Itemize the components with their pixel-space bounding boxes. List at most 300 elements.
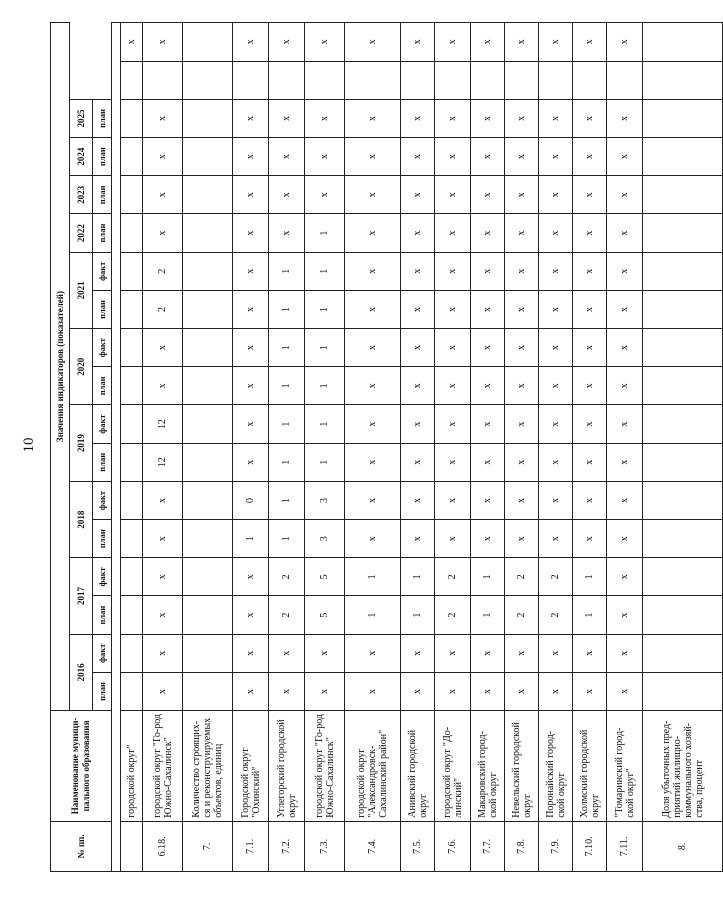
value-cell xyxy=(471,61,505,99)
col-header-name: Наименование муници-пального образования xyxy=(51,711,112,822)
plan-header-2016: план xyxy=(93,672,112,710)
value-cell: x xyxy=(539,290,573,328)
value-cell xyxy=(183,61,233,99)
value-cell xyxy=(183,558,233,596)
municipality-name: городской округ "Го-род Южно-Сахалинск" xyxy=(305,711,345,822)
value-cell xyxy=(183,443,233,481)
municipality-name: городской округ" xyxy=(121,711,143,822)
fact-header-2017: факт xyxy=(93,558,112,596)
row-number: 6.18. xyxy=(143,821,183,871)
table-row xyxy=(305,23,345,872)
indicators-table xyxy=(50,22,723,872)
value-cell xyxy=(121,481,143,519)
value-cell: x xyxy=(401,176,435,214)
table-row xyxy=(573,23,607,872)
value-cell: x xyxy=(143,23,183,62)
rotated-page xyxy=(50,22,705,872)
value-cell xyxy=(121,672,143,710)
value-cell: x xyxy=(401,405,435,443)
value-cell: x xyxy=(471,176,505,214)
value-cell: x xyxy=(471,214,505,252)
value-cell xyxy=(121,367,143,405)
value-cell: x xyxy=(607,405,643,443)
value-cell xyxy=(121,520,143,558)
value-cell: x xyxy=(505,405,539,443)
value-cell: x xyxy=(505,481,539,519)
year-header-2023: 2023 xyxy=(70,176,93,214)
table-row xyxy=(269,23,305,872)
value-cell xyxy=(643,634,723,672)
value-cell: x xyxy=(607,176,643,214)
year-header-2021: 2021 xyxy=(70,252,93,328)
value-cell: x xyxy=(539,405,573,443)
value-cell: x xyxy=(435,405,471,443)
value-cell: x xyxy=(269,23,305,62)
value-cell xyxy=(121,214,143,252)
value-cell: x xyxy=(305,138,345,176)
table-row xyxy=(435,23,471,872)
value-cell xyxy=(183,329,233,367)
value-cell: x xyxy=(345,138,401,176)
value-cell: x xyxy=(607,138,643,176)
value-cell xyxy=(183,367,233,405)
value-cell: x xyxy=(269,99,305,137)
value-cell: x xyxy=(573,520,607,558)
indicators-table-sheet xyxy=(50,22,705,872)
value-cell xyxy=(643,290,723,328)
fact-header-2021: факт xyxy=(93,252,112,290)
plan-header-2017: план xyxy=(93,596,112,634)
row-number: 7.1. xyxy=(233,821,269,871)
value-cell xyxy=(121,176,143,214)
value-cell: x xyxy=(505,138,539,176)
value-cell: 1 xyxy=(345,596,401,634)
value-cell: x xyxy=(505,634,539,672)
value-cell xyxy=(643,138,723,176)
header-gap-row xyxy=(112,23,121,872)
value-cell: x xyxy=(505,672,539,710)
value-cell: x xyxy=(505,329,539,367)
municipality-name: городской округ "До-линский" xyxy=(435,711,471,822)
row-number: 7.7. xyxy=(471,821,505,871)
value-cell: x xyxy=(345,520,401,558)
value-cell xyxy=(643,672,723,710)
value-cell: 12 xyxy=(143,405,183,443)
value-cell: x xyxy=(607,214,643,252)
plan-header-2025: план xyxy=(93,99,112,137)
value-cell: x xyxy=(435,443,471,481)
value-cell: x xyxy=(471,367,505,405)
value-cell: 2 xyxy=(435,596,471,634)
table-row xyxy=(183,23,233,872)
value-cell: 1 xyxy=(401,558,435,596)
value-cell xyxy=(305,61,345,99)
value-cell xyxy=(607,61,643,99)
table-row xyxy=(539,23,573,872)
value-cell: x xyxy=(471,443,505,481)
fact-header-2016: факт xyxy=(93,634,112,672)
value-cell: 2 xyxy=(539,596,573,634)
value-cell xyxy=(121,405,143,443)
value-cell: x xyxy=(539,214,573,252)
value-cell: x xyxy=(233,252,269,290)
value-cell xyxy=(121,443,143,481)
value-cell: x xyxy=(143,520,183,558)
value-cell: x xyxy=(573,672,607,710)
value-cell: x xyxy=(539,23,573,62)
value-cell: x xyxy=(401,214,435,252)
table-row xyxy=(233,23,269,872)
value-cell: x xyxy=(573,443,607,481)
value-cell: x xyxy=(607,329,643,367)
value-cell: x xyxy=(435,176,471,214)
table-body xyxy=(112,23,723,872)
value-cell: x xyxy=(305,99,345,137)
value-cell: x xyxy=(435,99,471,137)
value-cell xyxy=(121,252,143,290)
year-header-2018: 2018 xyxy=(70,481,93,557)
value-cell: x xyxy=(505,367,539,405)
plan-header-2019: план xyxy=(93,443,112,481)
fact-header-2018: факт xyxy=(93,481,112,519)
value-cell: 1 xyxy=(269,405,305,443)
value-cell xyxy=(643,23,723,62)
value-cell xyxy=(643,252,723,290)
value-cell: x xyxy=(345,99,401,137)
value-cell xyxy=(121,138,143,176)
value-cell: x xyxy=(233,443,269,481)
value-cell: x xyxy=(401,138,435,176)
value-cell: x xyxy=(401,672,435,710)
value-cell xyxy=(183,23,233,62)
row-number: 7.11. xyxy=(607,821,643,871)
table-row xyxy=(505,23,539,872)
value-cell: 2 xyxy=(539,558,573,596)
value-cell: x xyxy=(435,252,471,290)
page-number: 10 xyxy=(21,437,37,453)
value-cell: x xyxy=(233,176,269,214)
value-cell: x xyxy=(573,23,607,62)
value-cell: x xyxy=(471,290,505,328)
year-header-2022: 2022 xyxy=(70,214,93,252)
value-cell: 1 xyxy=(269,329,305,367)
value-cell: x xyxy=(305,672,345,710)
row-number xyxy=(121,821,143,871)
value-cell: 1 xyxy=(269,520,305,558)
value-cell: x xyxy=(143,214,183,252)
value-cell xyxy=(143,61,183,99)
value-cell xyxy=(643,405,723,443)
plan-header-2021: план xyxy=(93,290,112,328)
row-number: 7. xyxy=(183,821,233,871)
value-cell: x xyxy=(143,634,183,672)
plan-header-2020: план xyxy=(93,367,112,405)
value-cell xyxy=(183,252,233,290)
fact-header-2020: факт xyxy=(93,329,112,367)
municipality-name: Холмский городской округ xyxy=(573,711,607,822)
value-cell xyxy=(183,176,233,214)
value-cell xyxy=(183,481,233,519)
value-cell xyxy=(121,329,143,367)
row-number: 7.4. xyxy=(345,821,401,871)
value-cell: x xyxy=(435,23,471,62)
value-cell: 1 xyxy=(305,290,345,328)
value-cell xyxy=(643,176,723,214)
table-row xyxy=(607,23,643,872)
value-cell: 1 xyxy=(269,481,305,519)
value-cell: 1 xyxy=(401,596,435,634)
table-row xyxy=(401,23,435,872)
value-cell xyxy=(121,290,143,328)
value-cell: x xyxy=(233,290,269,328)
value-cell: x xyxy=(233,405,269,443)
value-cell: 2 xyxy=(269,558,305,596)
value-cell: x xyxy=(143,367,183,405)
value-cell: x xyxy=(345,634,401,672)
row-number: 7.9. xyxy=(539,821,573,871)
value-cell: x xyxy=(143,99,183,137)
year-header-2025: 2025 xyxy=(70,99,93,137)
value-cell: x xyxy=(471,405,505,443)
value-cell: x xyxy=(233,214,269,252)
value-cell: x xyxy=(539,252,573,290)
value-cell: 1 xyxy=(269,367,305,405)
value-cell: x xyxy=(143,176,183,214)
value-cell: x xyxy=(573,214,607,252)
value-cell: x xyxy=(471,672,505,710)
value-cell: 0 xyxy=(233,481,269,519)
table-row xyxy=(121,23,143,872)
value-cell: x xyxy=(573,367,607,405)
value-cell: x xyxy=(305,176,345,214)
value-cell: x xyxy=(539,520,573,558)
value-cell: x xyxy=(573,176,607,214)
value-cell xyxy=(183,99,233,137)
value-cell: x xyxy=(269,214,305,252)
row-number: 7.3. xyxy=(305,821,345,871)
value-cell: x xyxy=(233,672,269,710)
value-cell: x xyxy=(401,99,435,137)
value-cell: x xyxy=(269,138,305,176)
table-row xyxy=(643,23,723,872)
value-cell: x xyxy=(435,214,471,252)
value-cell: x xyxy=(573,405,607,443)
value-cell xyxy=(643,329,723,367)
value-cell: x xyxy=(539,367,573,405)
value-cell xyxy=(539,61,573,99)
value-cell: x xyxy=(305,634,345,672)
value-cell: x xyxy=(505,290,539,328)
value-cell: x xyxy=(573,329,607,367)
value-cell: x xyxy=(345,672,401,710)
header-row-top xyxy=(51,23,70,872)
value-cell: x xyxy=(345,214,401,252)
value-cell: x xyxy=(539,634,573,672)
table-row xyxy=(471,23,505,872)
value-cell: x xyxy=(233,367,269,405)
value-cell: 1 xyxy=(269,443,305,481)
table-row xyxy=(345,23,401,872)
row-number: 7.5. xyxy=(401,821,435,871)
value-cell: x xyxy=(607,520,643,558)
municipality-name: Углегорский городской округ xyxy=(269,711,305,822)
value-cell: 1 xyxy=(269,290,305,328)
value-cell: x xyxy=(471,634,505,672)
value-cell: x xyxy=(573,252,607,290)
value-cell: x xyxy=(607,23,643,62)
value-cell: x xyxy=(233,329,269,367)
value-cell xyxy=(643,99,723,137)
row-number: 7.2. xyxy=(269,821,305,871)
value-cell: x xyxy=(121,23,143,62)
value-cell xyxy=(345,61,401,99)
value-cell: x xyxy=(505,23,539,62)
municipality-name: городской округ "Го-род Южно-Сахалинск" xyxy=(143,711,183,822)
value-cell: x xyxy=(401,520,435,558)
value-cell xyxy=(643,558,723,596)
year-header-2016: 2016 xyxy=(70,634,93,710)
value-cell: x xyxy=(345,252,401,290)
value-cell: x xyxy=(471,520,505,558)
col-header-num: № пп. xyxy=(51,821,112,871)
value-cell: 1 xyxy=(305,329,345,367)
value-cell: x xyxy=(435,520,471,558)
value-cell: x xyxy=(471,329,505,367)
value-cell: 2 xyxy=(505,596,539,634)
value-cell xyxy=(121,99,143,137)
value-cell: x xyxy=(345,329,401,367)
value-cell xyxy=(643,61,723,99)
value-cell: x xyxy=(607,252,643,290)
value-cell: 2 xyxy=(269,596,305,634)
value-cell: x xyxy=(539,672,573,710)
value-cell: x xyxy=(345,176,401,214)
municipality-name: Поронайский город-ской округ xyxy=(539,711,573,822)
value-cell xyxy=(643,481,723,519)
value-cell xyxy=(573,61,607,99)
value-cell: 1 xyxy=(305,367,345,405)
value-cell: x xyxy=(143,596,183,634)
value-cell: x xyxy=(573,99,607,137)
value-cell: x xyxy=(607,558,643,596)
value-cell: x xyxy=(471,138,505,176)
value-cell: 1 xyxy=(269,252,305,290)
value-cell: 5 xyxy=(305,596,345,634)
value-cell: x xyxy=(505,214,539,252)
value-cell: x xyxy=(345,290,401,328)
value-cell: 1 xyxy=(305,405,345,443)
municipality-name: Макаровский город-ской округ xyxy=(471,711,505,822)
value-cell: x xyxy=(607,99,643,137)
year-header-2019: 2019 xyxy=(70,405,93,481)
row-number: 7.8. xyxy=(505,821,539,871)
municipality-name: "Томаринский город-ской округ" xyxy=(607,711,643,822)
value-cell xyxy=(643,443,723,481)
value-cell: x xyxy=(607,672,643,710)
col-header-indicators: Значения индикаторов (показателей) xyxy=(51,23,70,711)
plan-header-2023: план xyxy=(93,176,112,214)
value-cell: x xyxy=(401,481,435,519)
value-cell: 2 xyxy=(143,290,183,328)
value-cell: x xyxy=(607,481,643,519)
value-cell: x xyxy=(345,405,401,443)
value-cell: x xyxy=(401,23,435,62)
value-cell: x xyxy=(607,367,643,405)
table-row xyxy=(143,23,183,872)
value-cell: x xyxy=(233,23,269,62)
value-cell xyxy=(183,672,233,710)
value-cell: 2 xyxy=(435,558,471,596)
value-cell: x xyxy=(539,99,573,137)
value-cell: x xyxy=(607,596,643,634)
value-cell xyxy=(121,61,143,99)
value-cell: x xyxy=(607,634,643,672)
row-number: 8. xyxy=(643,821,723,871)
value-cell: x xyxy=(143,672,183,710)
value-cell: x xyxy=(435,634,471,672)
value-cell xyxy=(233,61,269,99)
value-cell xyxy=(643,520,723,558)
value-cell xyxy=(269,61,305,99)
value-cell: 1 xyxy=(233,520,269,558)
value-cell: 3 xyxy=(305,520,345,558)
value-cell: x xyxy=(401,443,435,481)
value-cell xyxy=(183,214,233,252)
value-cell: x xyxy=(471,481,505,519)
value-cell: x xyxy=(607,290,643,328)
value-cell: x xyxy=(233,596,269,634)
value-cell: x xyxy=(269,176,305,214)
value-cell xyxy=(435,61,471,99)
value-cell: x xyxy=(539,138,573,176)
row-number: 7.10. xyxy=(573,821,607,871)
value-cell: x xyxy=(345,481,401,519)
value-cell: x xyxy=(401,329,435,367)
value-cell: x xyxy=(435,481,471,519)
value-cell: x xyxy=(345,443,401,481)
gap-cell xyxy=(112,23,121,872)
value-cell: x xyxy=(233,99,269,137)
value-cell xyxy=(401,61,435,99)
municipality-name: Количество строящих-ся и реконструируемых объектов, единиц xyxy=(183,711,233,822)
municipality-name: Анивский городской округ xyxy=(401,711,435,822)
value-cell xyxy=(121,558,143,596)
value-cell: x xyxy=(539,329,573,367)
value-cell: x xyxy=(269,672,305,710)
value-cell: x xyxy=(505,443,539,481)
value-cell: x xyxy=(401,252,435,290)
value-cell: x xyxy=(233,634,269,672)
municipality-name: Доля убыточных пред-приятий жилищно-коммунального хозяй-ства, процент xyxy=(643,711,723,822)
plan-header-2018: план xyxy=(93,520,112,558)
value-cell: x xyxy=(539,443,573,481)
value-cell: x xyxy=(471,252,505,290)
value-cell xyxy=(183,596,233,634)
value-cell: x xyxy=(573,290,607,328)
fact-header-2019: факт xyxy=(93,405,112,443)
value-cell xyxy=(183,405,233,443)
value-cell: x xyxy=(269,634,305,672)
value-cell xyxy=(183,138,233,176)
value-cell: x xyxy=(233,138,269,176)
value-cell: 5 xyxy=(305,558,345,596)
value-cell: x xyxy=(435,672,471,710)
value-cell: 1 xyxy=(305,443,345,481)
value-cell: x xyxy=(143,558,183,596)
value-cell: x xyxy=(435,138,471,176)
value-cell: x xyxy=(505,99,539,137)
value-cell: x xyxy=(505,252,539,290)
